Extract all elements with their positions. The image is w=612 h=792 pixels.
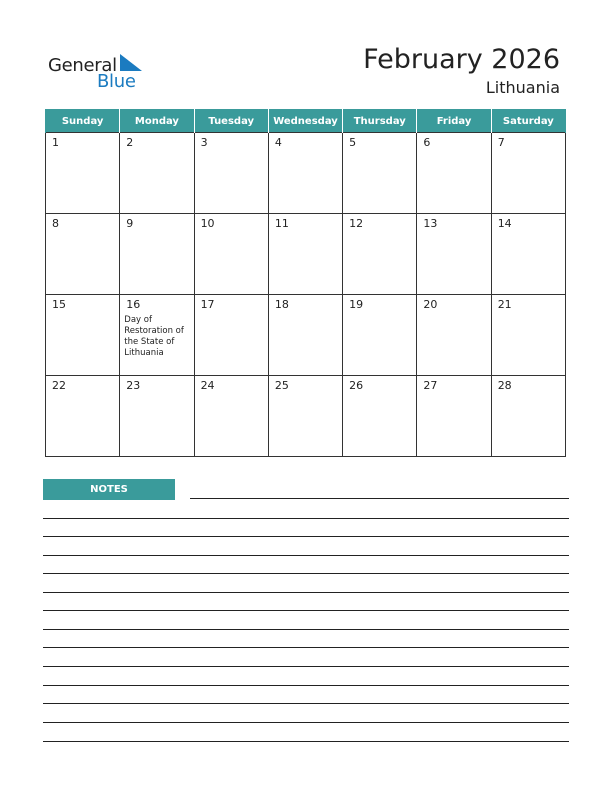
notes-line [43,666,569,667]
weekday-header: Friday [417,110,491,133]
weekday-header: Wednesday [268,110,342,133]
day-cell [491,133,565,214]
day-cell [46,376,120,457]
day-cell [343,214,417,295]
day-number: 9 [126,217,134,230]
notes-line [43,703,569,704]
notes-line [43,592,569,593]
weekday-header: Tuesday [194,110,268,133]
week-row [46,214,566,295]
day-number: 27 [423,379,438,392]
notes-line [43,536,569,537]
day-cell [343,295,417,376]
weekday-header: Sunday [46,110,120,133]
generalblue-logo [48,52,158,92]
day-number: 6 [423,136,431,149]
day-cell [491,214,565,295]
logo-text-blue: Blue [97,71,136,92]
day-number: 3 [200,136,208,149]
notes-line [43,518,569,519]
day-number: 10 [200,217,215,230]
day-cell [46,295,120,376]
day-number: 18 [274,298,289,311]
day-number: 19 [349,298,364,311]
day-cell [120,376,194,457]
weekday-header: Saturday [491,110,565,133]
day-number: 26 [349,379,364,392]
notes-label: NOTES [43,479,175,500]
holiday-label: Day of Restoration of the State of Lithuania [124,315,184,358]
calendar-grid [45,109,566,457]
day-number: 17 [200,298,215,311]
weekday-header-row [46,110,566,133]
logo-triangle-icon [120,54,142,71]
day-number: 8 [52,217,59,230]
day-cell [343,133,417,214]
day-cell [194,133,268,214]
day-cell [268,133,342,214]
day-number: 21 [497,298,512,311]
notes-line [43,555,569,556]
weekday-header: Monday [120,110,194,133]
week-row [46,376,566,457]
day-cell [268,376,342,457]
notes-line [43,647,569,648]
day-number: 1 [52,136,59,149]
day-cell [417,376,491,457]
notes-line [43,610,569,611]
day-cell [268,214,342,295]
day-cell [417,133,491,214]
day-cell [120,295,194,376]
day-cell [194,214,268,295]
day-number: 13 [423,217,438,230]
day-number: 22 [52,379,66,392]
notes-line [43,741,569,742]
notes-line [43,722,569,723]
week-row [46,295,566,376]
page-subtitle: Lithuania [485,78,560,97]
day-number: 2 [126,136,134,149]
day-cell [417,214,491,295]
day-cell [120,214,194,295]
day-number: 20 [423,298,438,311]
day-cell [417,295,491,376]
notes-line [43,573,569,574]
logo-text-general: General [48,55,117,76]
notes-line [43,685,569,686]
day-cell [343,376,417,457]
day-cell [120,133,194,214]
day-cell [491,376,565,457]
day-number: 7 [497,136,505,149]
day-cell [194,376,268,457]
day-number: 28 [497,379,512,392]
day-number: 4 [274,136,282,149]
day-number: 23 [126,379,141,392]
day-number: 12 [349,217,364,230]
day-number: 16 [126,298,141,311]
day-number: 25 [274,379,289,392]
week-row [46,133,566,214]
weekday-header: Thursday [343,110,417,133]
notes-line [43,629,569,630]
day-cell [268,295,342,376]
day-cell [46,214,120,295]
day-cell [194,295,268,376]
day-number: 14 [497,217,512,230]
page-title: February 2026 [363,44,560,75]
day-cell [491,295,565,376]
day-number: 5 [349,136,357,149]
day-number: 15 [52,298,66,311]
notes-line [190,498,569,499]
day-cell [46,133,120,214]
day-number: 11 [274,217,289,230]
day-number: 24 [200,379,215,392]
